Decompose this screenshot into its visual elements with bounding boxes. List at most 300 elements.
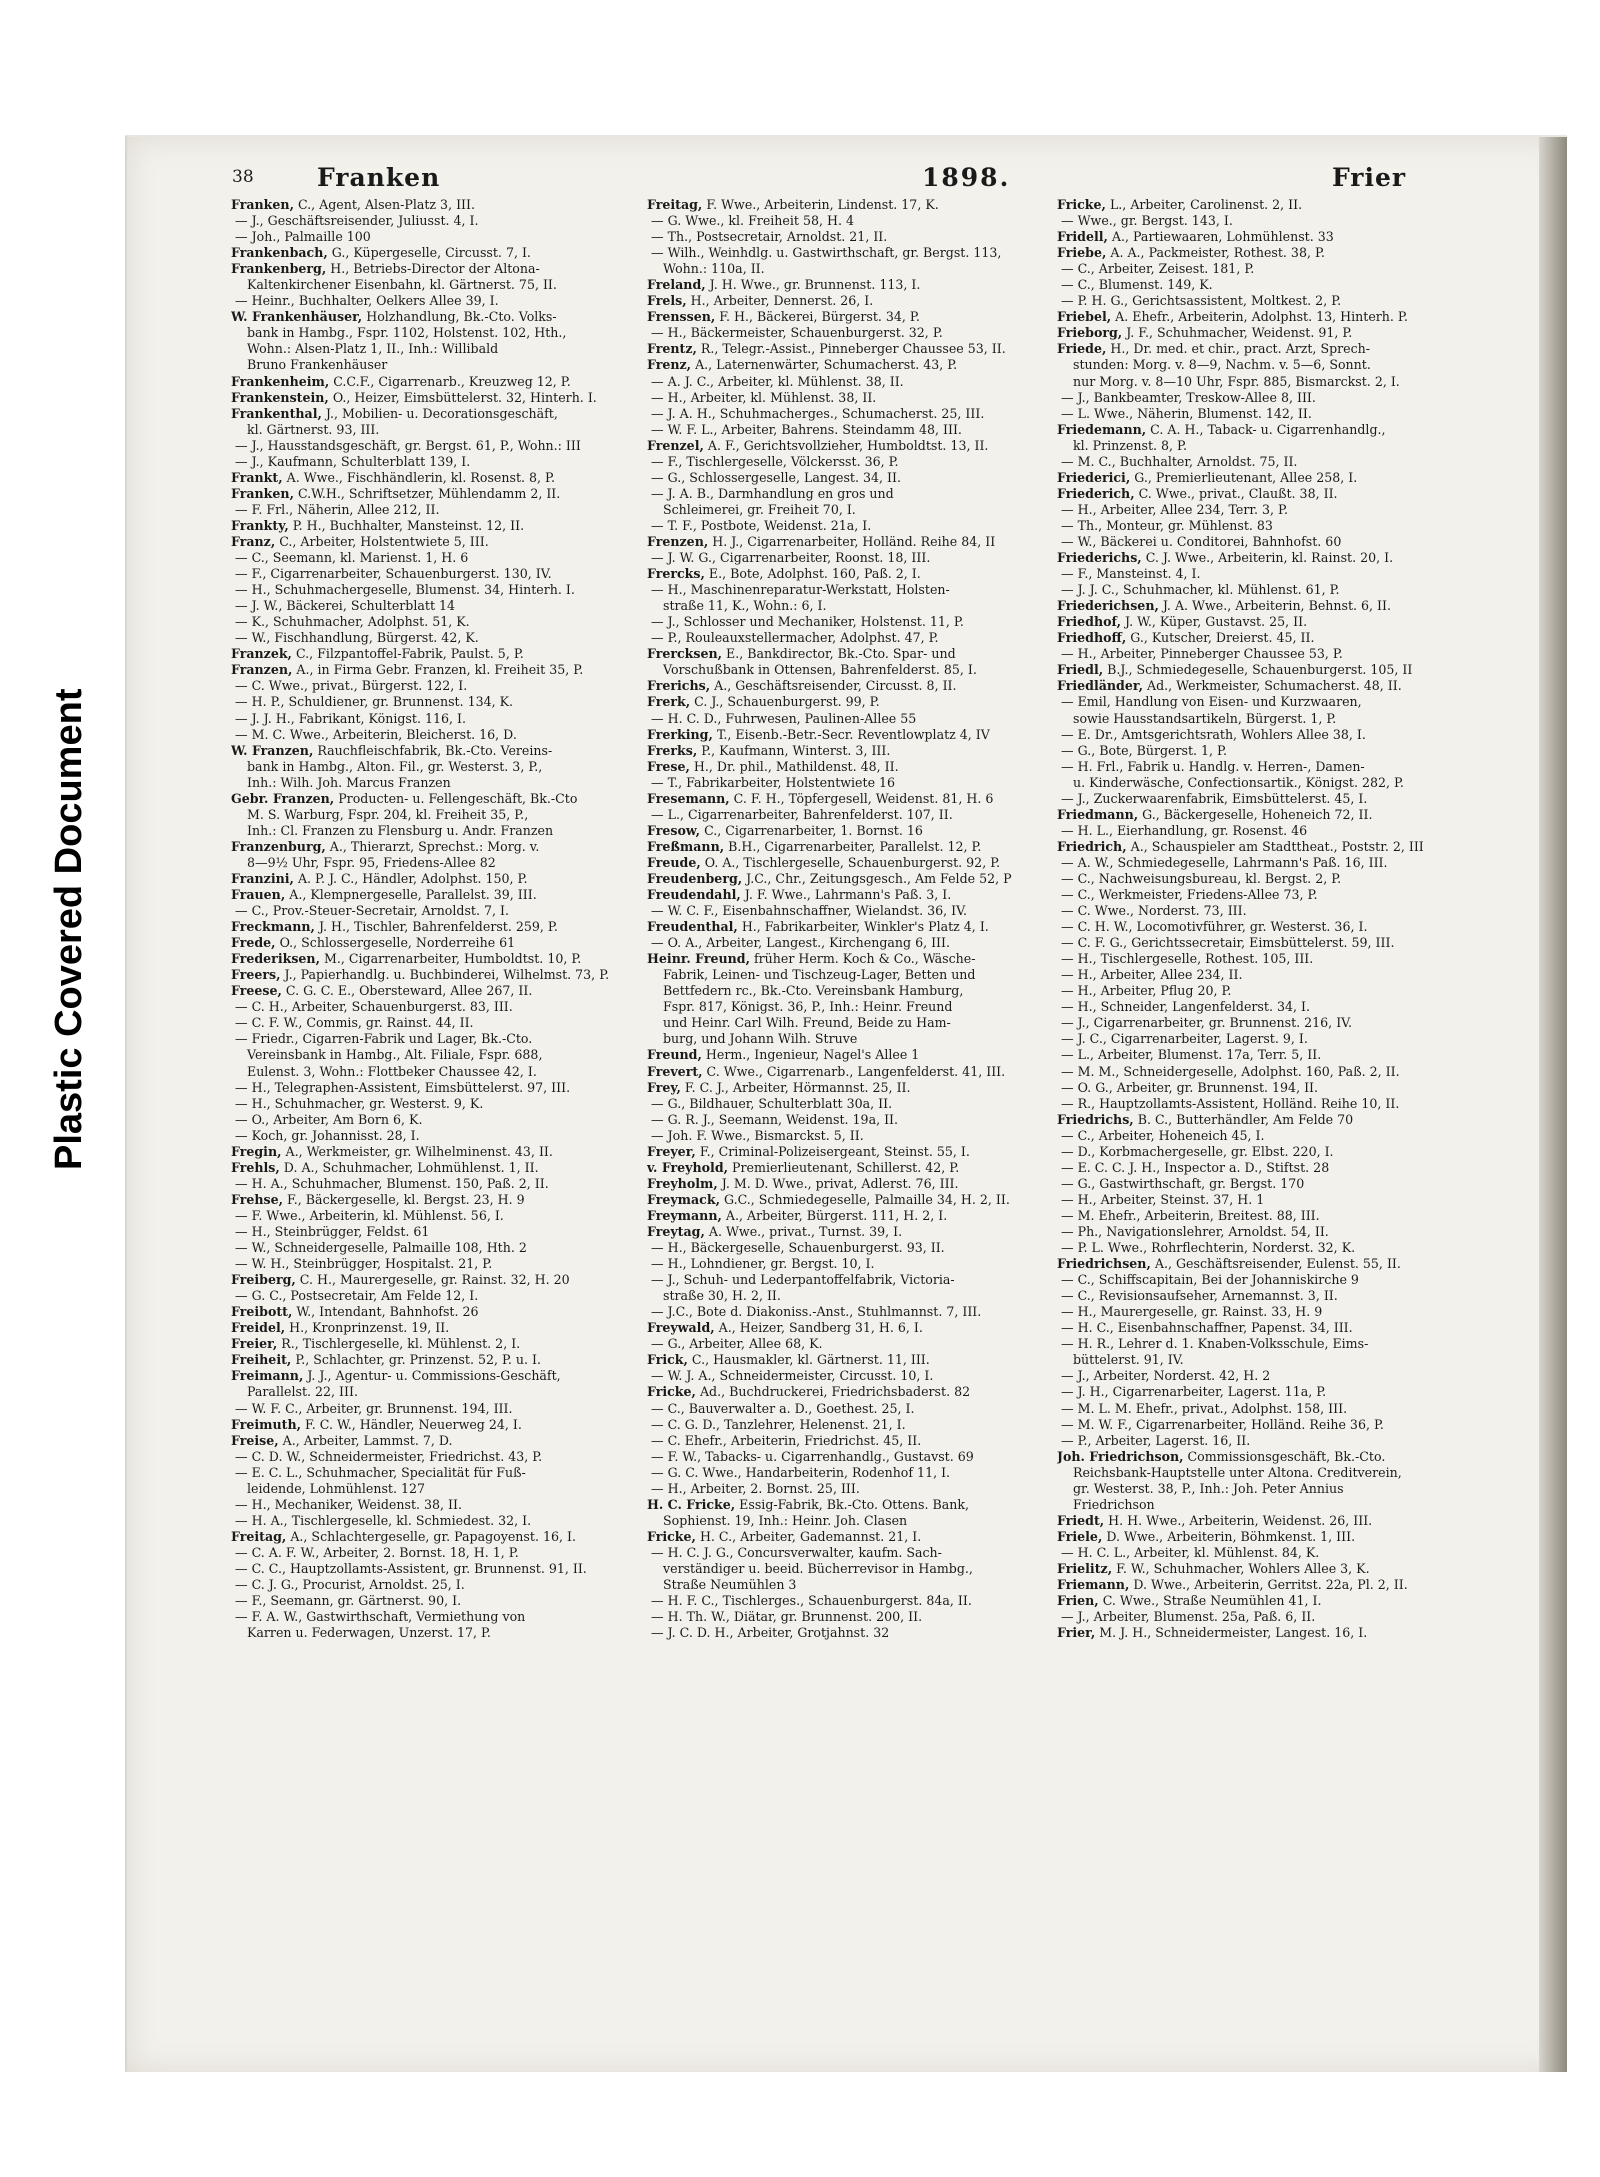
directory-entry: [647, 823, 1049, 839]
directory-entry: [231, 887, 633, 903]
entry-surname: Frentz,: [647, 341, 697, 357]
entry-details: B.H., Cigarrenarbeiter, Parallelst. 12, P.: [724, 838, 982, 854]
entry-details: — L., Arbeiter, Blumenst. 17a, Terr. 5, II.: [1061, 1047, 1322, 1063]
directory-entry: [1057, 1080, 1459, 1096]
entry-details: — G. C., Postsecretair, Am Felde 12, I.: [235, 1288, 479, 1304]
directory-entry: [1057, 1336, 1459, 1352]
entry-details: C. J., Schauenburgerst. 99, P.: [690, 694, 880, 710]
entry-details: — C., Werkmeister, Friedens-Allee 73, P.: [1061, 887, 1318, 903]
entry-details: H., Fabrikarbeiter, Winkler's Platz 4, I.: [737, 919, 989, 935]
entry-surname: Franzen,: [231, 662, 293, 678]
directory-entry: [1057, 759, 1459, 775]
directory-entry: [231, 502, 633, 518]
entry-surname: Frenzen,: [647, 533, 709, 549]
entry-surname: Freudenberg,: [647, 870, 743, 886]
entry-surname: Freiheit,: [231, 1352, 292, 1368]
entry-details: O., Heizer, Eimsbüttelerst. 32, Hinterh. I.: [328, 389, 597, 405]
entry-details: — G. Wwe., kl. Freiheit 58, H. 4: [651, 213, 854, 229]
entry-details: T., Eisenb.-Betr.-Secr. Reventlowplatz 4, IV: [712, 726, 990, 742]
directory-entry: [1057, 1096, 1459, 1112]
directory-entry: [231, 1417, 633, 1433]
directory-entry: [647, 1288, 1049, 1304]
entry-details: — J., Geschäftsreisender, Juliusst. 4, I.: [235, 213, 479, 229]
entry-details: E., Bankdirector, Bk.-Cto. Spar- und: [722, 646, 956, 662]
entry-details: — J. J. C., Schuhmacher, kl. Mühlenst. 61, P.: [1061, 582, 1340, 598]
entry-details: C. A. H., Taback- u. Cigarrenhandlg.,: [1146, 421, 1386, 437]
entry-surname: Freimuth,: [231, 1416, 301, 1432]
directory-entry: [231, 775, 633, 791]
entry-surname: Freibott,: [231, 1304, 293, 1320]
directory-entry: [231, 454, 633, 470]
entry-details: — C. D. W., Schneidermeister, Friedrichst. 43, P.: [235, 1448, 543, 1464]
directory-entry: [647, 197, 1049, 213]
entry-details: — T., Fabrikarbeiter, Holstentwiete 16: [651, 774, 896, 790]
entry-details: H., Dr. med. et chir., pract. Arzt, Sprech-: [1106, 341, 1371, 357]
entry-details: Commissionsgeschäft, Bk.-Cto.: [1183, 1448, 1386, 1464]
entry-details: — Joh. F. Wwe., Bismarckst. 5, II.: [651, 1127, 864, 1143]
entry-details: — Ph., Navigationslehrer, Arnoldst. 54, II.: [1061, 1224, 1329, 1239]
directory-column-1: [231, 197, 633, 1641]
entry-surname: Freudenthal,: [647, 919, 738, 935]
directory-entry: [1057, 1449, 1459, 1465]
directory-entry: [1057, 1417, 1459, 1433]
entry-details: — J.C., Bote d. Diakoniss.-Anst., Stuhlmannst. 7, III.: [651, 1304, 982, 1320]
entry-surname: Friedl,: [1057, 662, 1104, 678]
directory-entry: [231, 855, 633, 871]
directory-entry: [231, 245, 633, 261]
entry-details: — H. F. C., Tischlerges., Schauenburgerst. 84a, II.: [651, 1593, 972, 1609]
directory-entry: [231, 871, 633, 887]
directory-entry: [1057, 1593, 1459, 1609]
directory-entry: [1057, 823, 1459, 839]
entry-details: J., Papierhandlg. u. Buchbinderei, Wilhelmst. 73, P.: [280, 967, 610, 983]
directory-entry: [231, 1288, 633, 1304]
entry-details: — H., Arbeiter, Allee 234, Terr. 3, P.: [1061, 501, 1288, 517]
directory-entry: [647, 1256, 1049, 1272]
directory-entry: [1057, 630, 1459, 646]
entry-details: — Koch, gr. Johannisst. 28, I.: [235, 1127, 420, 1143]
entry-surname: Freier,: [231, 1336, 278, 1352]
directory-entry: [1057, 951, 1459, 967]
directory-entry: [1057, 1208, 1459, 1224]
entry-details: — W. C. F., Eisenbahnschaffner, Wielandst. 36, IV.: [651, 903, 967, 919]
entry-details: W., Intendant, Bahnhofst. 26: [292, 1304, 479, 1320]
entry-surname: Franz,: [231, 533, 276, 549]
entry-surname: Frederiksen,: [231, 951, 320, 967]
entry-details: kl. Prinzenst. 8, P.: [1073, 437, 1187, 453]
entry-surname: Frercks,: [647, 566, 705, 582]
directory-entry: [1057, 1529, 1459, 1545]
entry-details: P., Schlachter, gr. Prinzenst. 52, P. u. I.: [291, 1352, 542, 1368]
entry-surname: Frankty,: [231, 517, 289, 533]
entry-details: — Wilh., Weinhdlg. u. Gastwirthschaft, gr. Bergst. 113,: [651, 245, 1002, 261]
entry-details: H., Dr. phil., Mathildenst. 48, II.: [689, 758, 899, 774]
directory-entry: [647, 213, 1049, 229]
entry-details: Bettfedern rc., Bk.-Cto. Vereinsbank Hamburg,: [663, 983, 964, 999]
entry-details: — W., Fischhandlung, Bürgerst. 42, K.: [235, 630, 479, 646]
entry-details: A., Laternenwärter, Schumacherst. 43, P.: [691, 357, 958, 373]
directory-entry: [647, 1160, 1049, 1176]
directory-entry: [231, 1433, 633, 1449]
entry-details: — C. F. W., Commis, gr. Rainst. 44, II.: [235, 1015, 474, 1031]
entry-details: — C. A. F. W., Arbeiter, 2. Bornst. 18, H. 1, P.: [235, 1544, 519, 1560]
entry-surname: Fresemann,: [647, 790, 730, 806]
directory-column-3: [1057, 197, 1459, 1641]
entry-details: — G. C. Wwe., Handarbeiterin, Rodenhof 11, I.: [651, 1464, 951, 1480]
directory-entry: [647, 1208, 1049, 1224]
directory-entry: [231, 1561, 633, 1577]
directory-entry: [231, 967, 633, 983]
entry-surname: Freßmann,: [647, 838, 725, 854]
directory-entry: [647, 1128, 1049, 1144]
entry-details: — W. J. A., Schneidermeister, Circusst. 10, I.: [651, 1368, 934, 1384]
directory-entry: [1057, 1609, 1459, 1625]
directory-entry: [231, 325, 633, 341]
directory-entry: [647, 1224, 1049, 1240]
entry-details: A., Thierarzt, Sprechst.: Morg. v.: [325, 838, 540, 854]
directory-entry: [231, 1304, 633, 1320]
directory-entry: [1057, 855, 1459, 871]
entry-details: — A. J. C., Arbeiter, kl. Mühlenst. 38, II.: [651, 373, 904, 389]
entry-details: J. F., Schuhmacher, Weidenst. 91, P.: [1122, 325, 1353, 341]
directory-entry: [1057, 646, 1459, 662]
directory-entry: [231, 1160, 633, 1176]
directory-entry: [231, 1047, 633, 1063]
entry-details: — H. R., Lehrer d. 1. Knaben-Volksschule, Eims-: [1061, 1336, 1369, 1352]
entry-details: — M. L. M. Ehefr., privat., Adolphst. 158, III.: [1061, 1400, 1348, 1416]
directory-entry: [1057, 582, 1459, 598]
entry-details: — W., Schneidergeselle, Palmaille 108, Hth. 2: [235, 1240, 527, 1256]
directory-entry: [647, 903, 1049, 919]
entry-surname: Freude,: [647, 854, 701, 870]
directory-entry: [1057, 325, 1459, 341]
directory-entry: [647, 390, 1049, 406]
directory-entry: [647, 454, 1049, 470]
directory-entry: [231, 1208, 633, 1224]
directory-entry: [231, 1192, 633, 1208]
directory-entry: [231, 582, 633, 598]
entry-details: Wohn.: Alsen-Platz 1, II., Inh.: Willibald: [247, 341, 499, 357]
entry-details: — F., Mansteinst. 4, I.: [1061, 566, 1201, 582]
entry-details: G., Küpergeselle, Circusst. 7, I.: [327, 245, 531, 261]
entry-surname: Friedrichs,: [1057, 1111, 1134, 1127]
directory-entry: [231, 1096, 633, 1112]
directory-entry: [1057, 1015, 1459, 1031]
entry-details: nur Morg. v. 8—10 Uhr, Fspr. 885, Bismarckst. 2, I.: [1073, 373, 1400, 389]
directory-entry: [647, 422, 1049, 438]
directory-entry: [647, 598, 1049, 614]
directory-entry: [1057, 1176, 1459, 1192]
directory-entry: [1057, 1272, 1459, 1288]
directory-entry: [647, 1433, 1049, 1449]
directory-entry: [1057, 293, 1459, 309]
entry-surname: Frerk,: [647, 694, 691, 710]
entry-details: C., Agent, Alsen-Platz 3, III.: [293, 197, 476, 212]
entry-details: — H., Schneider, Langenfelderst. 34, I.: [1061, 999, 1310, 1015]
entry-details: — L., Cigarrenarbeiter, Bahrenfelderst. 107, II.: [651, 806, 953, 822]
directory-entry: [231, 791, 633, 807]
directory-entry: [647, 839, 1049, 855]
entry-details: — W. H., Steinbrügger, Hospitalst. 21, P.: [235, 1256, 493, 1272]
directory-entry: [231, 566, 633, 582]
entry-details: — J., Schlosser und Mechaniker, Holstenst. 11, P.: [651, 614, 964, 630]
entry-surname: Freyholm,: [647, 1175, 718, 1191]
entry-surname: Freiberg,: [231, 1272, 296, 1288]
directory-entry: [1057, 662, 1459, 678]
entry-details: — G., Bote, Bürgerst. 1, P.: [1061, 742, 1227, 758]
entry-details: A., in Firma Gebr. Franzen, kl. Freiheit 35, P.: [292, 662, 584, 678]
directory-entry: [1057, 903, 1459, 919]
entry-details: — H. Th. W., Diätar, gr. Brunnenst. 200, II.: [651, 1609, 923, 1625]
entry-details: F., Criminal-Polizeisergeant, Steinst. 55, I.: [695, 1143, 970, 1159]
directory-entry: [231, 727, 633, 743]
entry-details: C. H., Maurergeselle, gr. Rainst. 32, H. 20: [295, 1272, 570, 1288]
entry-details: M. S. Warburg, Fspr. 204, kl. Freiheit 35, P.,: [247, 806, 529, 822]
entry-details: — Heinr., Buchhalter, Oelkers Allee 39, I.: [235, 293, 499, 309]
entry-details: — W. F. L., Arbeiter, Bahrens. Steindamm 48, III.: [651, 421, 962, 437]
directory-entry: [1057, 566, 1459, 582]
entry-details: Vorschußbank in Ottensen, Bahrenfelderst. 85, I.: [663, 662, 977, 678]
directory-entry: [647, 502, 1049, 518]
entry-details: R., Tischlergeselle, kl. Mühlenst. 2, I.: [277, 1336, 521, 1352]
entry-details: — C. H., Arbeiter, Schauenburgerst. 83, III.: [235, 999, 513, 1015]
entry-details: — H., Mechaniker, Weidenst. 38, II.: [235, 1496, 463, 1512]
entry-surname: Frese,: [647, 758, 690, 774]
entry-details: — H. P., Schuldiener, gr. Brunnenst. 134, K.: [235, 694, 514, 710]
directory-entry: [647, 791, 1049, 807]
directory-entry: [1057, 1192, 1459, 1208]
directory-entry: [231, 1577, 633, 1593]
entry-details: — H., Schuhmachergeselle, Blumenst. 34, Hinterh. I.: [235, 582, 575, 598]
directory-entry: [1057, 999, 1459, 1015]
entry-details: G., Kutscher, Dreierst. 45, II.: [1126, 630, 1315, 646]
entry-surname: Frey,: [647, 1079, 681, 1095]
entry-details: kl. Gärtnerst. 93, III.: [247, 421, 380, 437]
directory-entry: [231, 390, 633, 406]
directory-entry: [647, 1064, 1049, 1080]
entry-details: burg, und Johann Wilh. Struve: [663, 1031, 858, 1047]
entry-details: — J., Bankbeamter, Treskow-Allee 8, III.: [1061, 389, 1316, 405]
entry-details: — C., Seemann, kl. Marienst. 1, H. 6: [235, 550, 469, 566]
entry-details: B. C., Butterhändler, Am Felde 70: [1133, 1111, 1354, 1127]
entry-details: — T. F., Postbote, Weidenst. 21a, I.: [651, 517, 872, 533]
directory-entry: [1057, 277, 1459, 293]
entry-surname: Franzek,: [231, 646, 292, 662]
entry-details: — O. A., Arbeiter, Langest., Kirchengang 6, III.: [651, 935, 951, 951]
directory-entry: [231, 1272, 633, 1288]
directory-entry: [647, 694, 1049, 710]
entry-details: bank in Hambg., Alton. Fil., gr. Westerst. 3, P.,: [247, 758, 543, 774]
entry-details: Straße Neumühlen 3: [663, 1577, 797, 1593]
directory-entry: [647, 1240, 1049, 1256]
directory-entry: [1057, 245, 1459, 261]
directory-entry: [647, 999, 1049, 1015]
directory-entry: [647, 1352, 1049, 1368]
entry-details: — F., Cigarrenarbeiter, Schauenburgerst. 130, IV.: [235, 566, 552, 582]
entry-details: J. A. Wwe., Arbeiterin, Behnst. 6, II.: [1158, 598, 1391, 614]
directory-entry: [231, 1015, 633, 1031]
directory-entry: [231, 309, 633, 325]
entry-details: C. Wwe., Straße Neumühlen 41, I.: [1098, 1593, 1322, 1609]
entry-surname: Frerks,: [647, 742, 698, 758]
entry-details: C.C.F., Cigarrenarb., Kreuzweg 12, P.: [329, 373, 571, 389]
entry-surname: Frien,: [1057, 1593, 1099, 1609]
entry-surname: Freudendahl,: [647, 887, 741, 903]
directory-entry: [1057, 229, 1459, 245]
directory-entry: [1057, 1497, 1459, 1513]
entry-details: F. C. W., Händler, Neuerweg 24, I.: [301, 1416, 522, 1432]
entry-details: verständiger u. beeid. Bücherrevisor in Hambg.,: [663, 1560, 973, 1576]
entry-surname: W. Frankenhäuser,: [231, 309, 363, 325]
directory-entry: [647, 325, 1049, 341]
directory-entry: [231, 470, 633, 486]
directory-entry: [647, 1272, 1049, 1288]
entry-details: Bruno Frankenhäuser: [247, 357, 388, 373]
entry-surname: Frauen,: [231, 887, 286, 903]
entry-details: — W. F. C., Arbeiter, gr. Brunnenst. 194, III.: [235, 1400, 513, 1416]
directory-entry: [231, 406, 633, 422]
entry-details: — F., Tischlergeselle, Völckersst. 36, P.: [651, 453, 899, 469]
directory-entry: [1057, 791, 1459, 807]
entry-details: O., Schlossergeselle, Norderreihe 61: [275, 935, 516, 951]
entry-surname: Franzenburg,: [231, 838, 326, 854]
directory-entry: [647, 935, 1049, 951]
entry-details: P. H., Buchhalter, Mansteinst. 12, II.: [288, 517, 525, 533]
entry-details: — F., Seemann, gr. Gärtnerst. 90, I.: [235, 1593, 462, 1609]
entry-details: Sophienst. 19, Inh.: Heinr. Joh. Clasen: [663, 1512, 908, 1528]
entry-surname: Freytag,: [647, 1224, 705, 1239]
entry-details: — M. C. Wwe., Arbeiterin, Bleicherst. 16, D.: [235, 726, 517, 742]
entry-details: u. Kinderwäsche, Confectionsartik., Königst. 282, P.: [1073, 774, 1404, 790]
entry-details: A., Werkmeister, gr. Wilhelminenst. 43, II.: [281, 1143, 553, 1159]
entry-details: — E. C. C. J. H., Inspector a. D., Stiftst. 28: [1061, 1159, 1330, 1175]
directory-entry: [647, 486, 1049, 502]
entry-details: — M. C., Buchhalter, Arnoldst. 75, II.: [1061, 453, 1298, 469]
page-number: 38: [232, 167, 254, 187]
entry-details: — J., Arbeiter, Blumenst. 25a, Paß. 6, II.: [1061, 1609, 1316, 1625]
entry-surname: Frehse,: [231, 1191, 284, 1207]
entry-details: — Emil, Handlung von Eisen- und Kurzwaaren,: [1061, 694, 1362, 710]
entry-details: — J., Zuckerwaarenfabrik, Eimsbüttelerst. 45, I.: [1061, 790, 1368, 806]
entry-details: — C. Wwe., privat., Bürgerst. 122, I.: [235, 678, 468, 694]
directory-entry: [1057, 743, 1459, 759]
entry-surname: Friedländer,: [1057, 678, 1143, 694]
entry-details: — C., Arbeiter, Hoheneich 45, I.: [1061, 1127, 1265, 1143]
entry-surname: W. Franzen,: [231, 742, 314, 758]
entry-surname: Freland,: [647, 277, 706, 293]
entry-details: — H., Arbeiter, Steinst. 37, H. 1: [1061, 1191, 1265, 1207]
directory-entry: [1057, 1064, 1459, 1080]
entry-details: A., Schauspieler am Stadttheat., Poststr. 2, III: [1126, 838, 1424, 854]
directory-entry: [647, 1545, 1049, 1561]
entry-details: Premierlieutenant, Schillerst. 42, P.: [728, 1159, 960, 1175]
directory-entry: [231, 1144, 633, 1160]
directory-entry: [231, 1176, 633, 1192]
entry-details: G., Premierlieutenant, Allee 258, I.: [1130, 469, 1358, 485]
entry-details: — H., Steinbrügger, Feldst. 61: [235, 1224, 430, 1239]
directory-entry: [647, 566, 1049, 582]
directory-entry: [1057, 197, 1459, 213]
entry-details: — Joh., Palmaille 100: [235, 229, 371, 245]
directory-entry: [647, 775, 1049, 791]
directory-entry: [1057, 470, 1459, 486]
entry-details: — Th., Monteur, gr. Mühlenst. 83: [1061, 517, 1273, 533]
directory-entry: [1057, 518, 1459, 534]
directory-entry: [231, 1545, 633, 1561]
entry-details: — H. Frl., Fabrik u. Handlg. v. Herren-, Damen-: [1061, 758, 1365, 774]
directory-entry: [231, 630, 633, 646]
directory-entry: [1057, 614, 1459, 630]
entry-details: früher Herm. Koch & Co., Wäsche-: [749, 951, 976, 967]
directory-entry: [231, 1593, 633, 1609]
directory-entry: [231, 694, 633, 710]
directory-entry: [231, 213, 633, 229]
entry-details: A., Arbeiter, Lammst. 7, D.: [278, 1432, 453, 1448]
directory-entry: [231, 1112, 633, 1128]
directory-entry: [647, 1497, 1049, 1513]
entry-details: — P. H. G., Gerichtsassistent, Moltkest. 2, P.: [1061, 293, 1342, 309]
entry-surname: Freymann,: [647, 1207, 722, 1223]
entry-details: F., Bäckergeselle, kl. Bergst. 23, H. 9: [283, 1191, 525, 1207]
entry-details: Fabrik, Leinen- und Tischzeug-Lager, Betten und: [663, 967, 976, 983]
entry-details: M. J. H., Schneidermeister, Langest. 16, I.: [1095, 1625, 1368, 1641]
directory-entry: [1057, 1465, 1459, 1481]
entry-details: — C. Wwe., Norderst. 73, III.: [1061, 903, 1247, 919]
entry-details: Parallelst. 22, III.: [247, 1384, 358, 1400]
directory-entry: [231, 1320, 633, 1336]
directory-entry: [1057, 1352, 1459, 1368]
entry-surname: Frankenthal,: [231, 405, 322, 421]
entry-details: — C., Schiffscapitain, Bei der Johanniskirche 9: [1061, 1272, 1359, 1288]
directory-entry: [231, 550, 633, 566]
entry-details: A., Geschäftsreisender, Circusst. 8, II.: [710, 678, 957, 694]
directory-entry: [1057, 341, 1459, 357]
entry-details: Producten- u. Fellengeschäft, Bk.-Cto: [334, 790, 578, 806]
directory-entry: [647, 229, 1049, 245]
entry-details: — G. R. J., Seemann, Weidenst. 19a, II.: [651, 1111, 899, 1127]
entry-details: Ad., Werkmeister, Schumacherst. 48, II.: [1142, 678, 1402, 694]
entry-surname: Friedt,: [1057, 1512, 1105, 1528]
entry-details: C., Arbeiter, Holstentwiete 5, III.: [275, 533, 489, 549]
entry-details: — J., Cigarrenarbeiter, gr. Brunnenst. 216, IV.: [1061, 1015, 1353, 1031]
entry-details: H., Betriebs-Director der Altona-: [326, 261, 540, 277]
directory-entry: [647, 887, 1049, 903]
entry-details: A., Arbeiter, Bürgerst. 111, H. 2, I.: [721, 1207, 948, 1223]
entry-details: F. H., Bäckerei, Bürgerst. 34, P.: [715, 309, 920, 325]
directory-entry: [647, 245, 1049, 261]
entry-surname: Frieborg,: [1057, 325, 1123, 341]
directory-entry: [1057, 374, 1459, 390]
entry-surname: Freese,: [231, 983, 282, 999]
entry-details: — H., Bäckermeister, Schauenburgerst. 32, P.: [651, 325, 943, 341]
directory-entry: [647, 357, 1049, 373]
entry-details: — O., Arbeiter, Am Born 6, K.: [235, 1111, 423, 1127]
directory-entry: [647, 630, 1049, 646]
entry-details: D. Wwe., Arbeiterin, Gerritst. 22a, Pl. 2, II.: [1129, 1577, 1408, 1593]
directory-entry: [647, 614, 1049, 630]
entry-surname: Joh. Friedrichson,: [1057, 1448, 1184, 1464]
entry-surname: Fridell,: [1057, 229, 1108, 245]
entry-details: Karren u. Federwagen, Unzerst. 17, P.: [247, 1625, 491, 1641]
entry-details: J.C., Chr., Zeitungsgesch., Am Felde 52, P: [742, 870, 1012, 886]
directory-entry: [647, 1609, 1049, 1625]
entry-details: — J. W., Bäckerei, Schulterblatt 14: [235, 598, 456, 614]
entry-details: C., Filzpantoffel-Fabrik, Paulst. 5, P.: [291, 646, 524, 662]
directory-entry: [647, 309, 1049, 325]
entry-details: — H., Arbeiter, Allee 234, II.: [1061, 967, 1243, 983]
entry-details: J. J., Agentur- u. Commissions-Geschäft,: [303, 1368, 561, 1384]
entry-details: — C., Arbeiter, Zeisest. 181, P.: [1061, 261, 1255, 277]
